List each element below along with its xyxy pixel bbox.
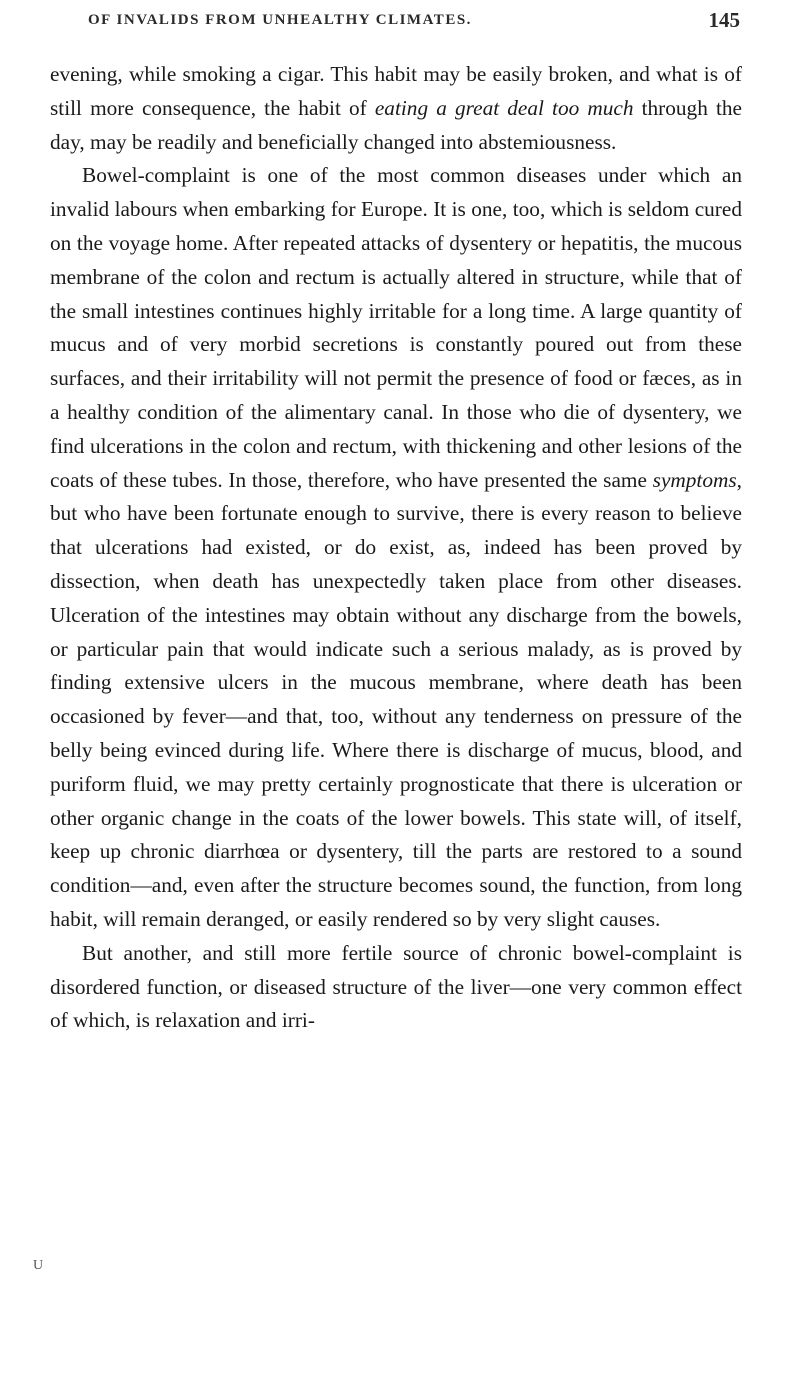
text-segment: But another, and still more fertile source of chronic bowel-complaint is disordered function, or diseased structure of the liver—one very common effect of which, is relaxation and irri-	[50, 940, 742, 1033]
running-title: OF INVALIDS FROM UNHEALTHY CLIMATES.	[88, 12, 472, 28]
running-head	[50, 8, 742, 38]
text-segment: through the day, may be readily and beneficially changed into abstemiousness.	[50, 95, 742, 154]
italic-segment: symptoms	[652, 467, 737, 492]
book-page	[50, 8, 742, 1038]
paragraph-1	[50, 58, 742, 159]
text-segment: Bowel-complaint is one of the most common diseases under which an invalid labours when embarking for Europe. It is one, too, which is seldom cured on the voyage home. After repeated attacks of dysentery or hepatitis, the mucous membrane of the colon and rectum is actually altered in structure, while that of the small intestines continues highly irritable for a long time. A large quantity of mucus and of very morbid secretions is constantly poured out from these surfaces, and their irritability will not permit the presence of food or fæces, as in a healthy condition of the alimentary canal. In those who die of dysentery, we find ulcerations in the colon and rectum, with thickening and other lesions of the coats of these tubes. In those, therefore, who have presented the same	[50, 163, 742, 492]
paragraph-2	[50, 159, 742, 936]
signature-mark: U	[33, 1258, 44, 1273]
page-number: 145	[708, 8, 740, 32]
italic-segment: eating a great deal too much	[374, 95, 634, 120]
text-segment: evening, while smoking a cigar. This habit may be easily broken, and what is of still more consequence, the habit of	[50, 62, 742, 120]
text-segment: , but who have been fortunate enough to survive, there is every reason to believe that ulcerations had existed, or do exist, as, indeed has been proved by dissection, when death has unexpectedly taken place from other diseases. Ulceration of the intestines may obtain without any discharge from the bowels, or particular pain that would indicate such a serious malady, as is proved by finding extensive ulcers in the mucous membrane, where death has been occasioned by fever—and that, too, without any tenderness on pressure of the belly being evinced during life. Where there is discharge of mucus, blood, and puriform fluid, we may pretty certainly prognosticate that there is ulceration or other organic change in the coats of the lower bowels. This state will, of itself, keep up chronic diarrhœa or dysentery, till the parts are restored to a sound condition—and, even after the structure becomes sound, the function, from long habit, will remain deranged, or easily rendered so by very slight causes.	[50, 467, 742, 931]
paragraph-3	[50, 937, 742, 1038]
